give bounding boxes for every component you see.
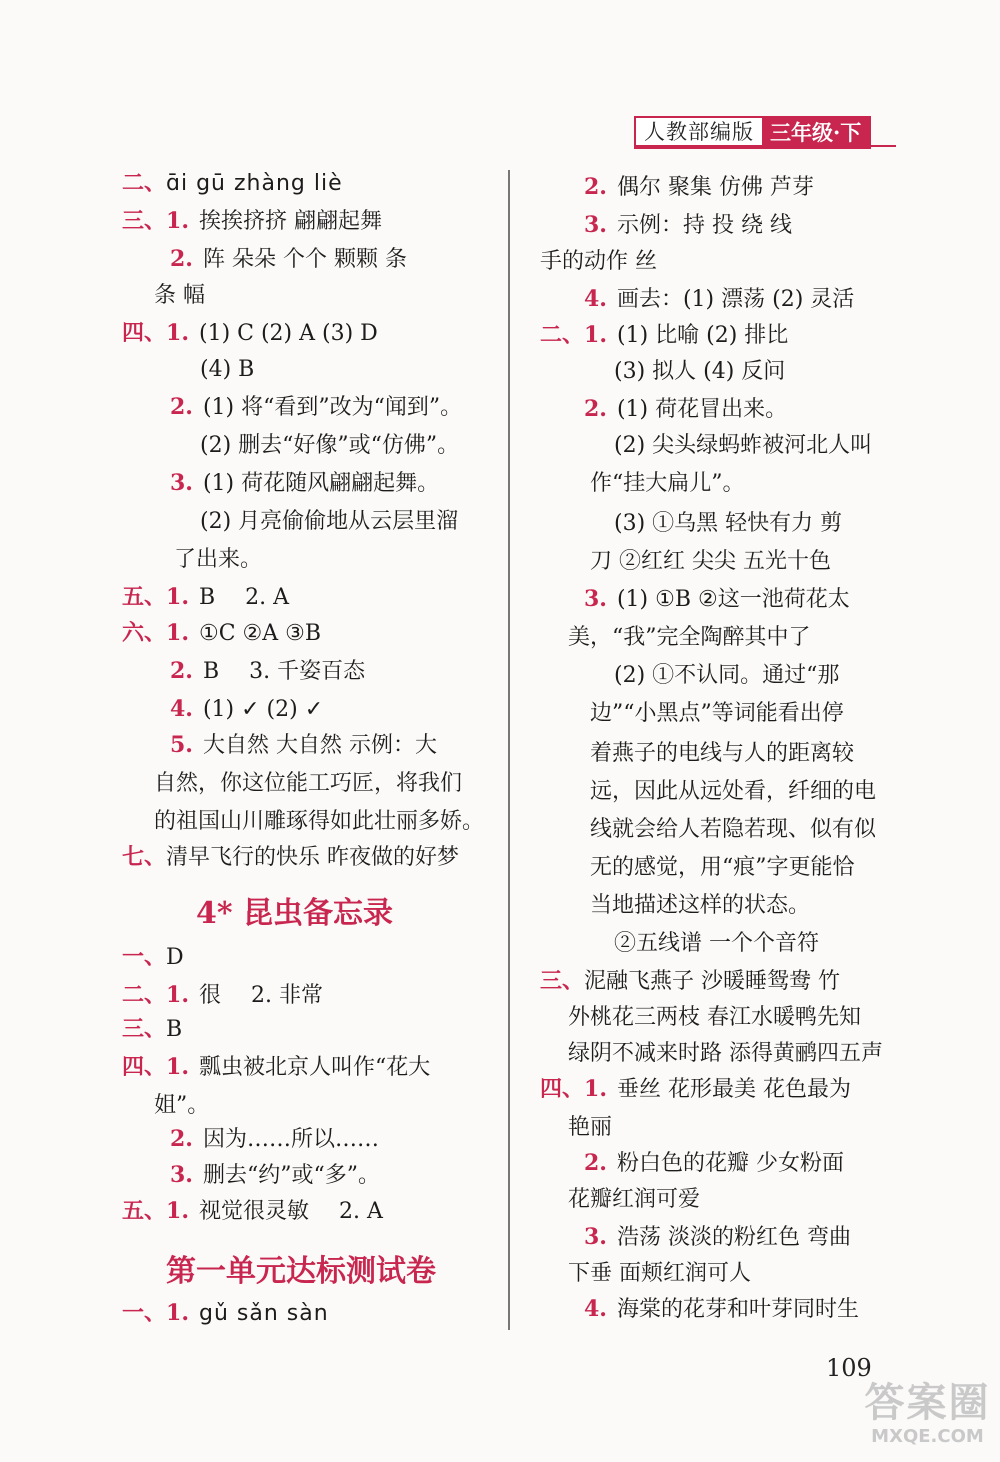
answer-text: D bbox=[166, 945, 184, 970]
answer-text: 删去“约”或“多”。 bbox=[202, 1163, 380, 1188]
section-marker: 三、 bbox=[122, 208, 167, 234]
section-marker: 六、 bbox=[122, 620, 167, 646]
item-number: 3. bbox=[584, 586, 607, 612]
answer-line bbox=[122, 582, 289, 613]
answer-line bbox=[568, 1184, 700, 1215]
answer-line bbox=[590, 890, 810, 921]
answer-text: (2) 删去“好像”或“仿佛”。 bbox=[200, 433, 460, 458]
answer-line bbox=[540, 246, 657, 277]
answer-line bbox=[122, 842, 459, 873]
item-number: 3. bbox=[584, 1224, 607, 1250]
section-marker: 二、 bbox=[540, 322, 585, 348]
item-number: 1. bbox=[166, 1300, 189, 1326]
answer-line bbox=[584, 210, 792, 241]
answer-text: 当地描述这样的状态。 bbox=[590, 893, 811, 918]
answer-text: 2. 非常 bbox=[251, 983, 323, 1008]
answer-line bbox=[584, 1148, 844, 1179]
answer-line bbox=[614, 660, 839, 691]
answer-line bbox=[170, 392, 462, 423]
answer-text: (1) 比喻 (2) 排比 bbox=[616, 323, 789, 348]
lesson-heading: 4* 昆虫备忘录 bbox=[196, 896, 394, 931]
answer-line bbox=[614, 508, 842, 539]
answer-text: ①C ②A ③B bbox=[198, 621, 322, 646]
answer-line bbox=[590, 776, 876, 807]
answer-text: 2. A bbox=[339, 1199, 383, 1224]
section-marker: 五、 bbox=[122, 584, 167, 610]
item-number: 2. bbox=[584, 174, 607, 200]
answer-line bbox=[584, 584, 850, 615]
answer-text: 姐”。 bbox=[154, 1093, 210, 1118]
answer-line bbox=[568, 622, 811, 653]
answer-line bbox=[154, 1090, 209, 1121]
answer-line bbox=[122, 980, 323, 1011]
section-marker: 二、 bbox=[122, 982, 167, 1008]
answer-text: 粉白色的花瓣 少女粉面 bbox=[616, 1151, 844, 1176]
answer-line bbox=[584, 394, 787, 425]
unit-test-heading: 第一单元达标测试卷 bbox=[166, 1254, 436, 1289]
section-marker: 一、 bbox=[122, 1300, 167, 1326]
section-marker: 五、 bbox=[122, 1198, 167, 1224]
header-rule bbox=[634, 145, 896, 147]
item-number: 1. bbox=[166, 982, 189, 1008]
answer-line bbox=[122, 1052, 430, 1083]
answer-line bbox=[122, 618, 321, 649]
answer-text-a: 视觉很灵敏 bbox=[198, 1199, 309, 1224]
item-number: 1. bbox=[166, 1198, 189, 1224]
answer-text-a: B bbox=[198, 585, 216, 610]
item-number: 3. bbox=[170, 470, 193, 496]
answer-text: 浩荡 淡淡的粉红色 弯曲 bbox=[616, 1225, 851, 1250]
answer-text: (1) 荷花冒出来。 bbox=[616, 397, 788, 422]
answer-text-a: B bbox=[202, 659, 220, 684]
answer-line bbox=[170, 468, 439, 499]
answer-line bbox=[170, 656, 365, 687]
item-number: 5. bbox=[170, 732, 193, 758]
answer-line bbox=[590, 852, 855, 883]
answer-line bbox=[200, 354, 254, 385]
section-marker: 一、 bbox=[122, 944, 167, 970]
answer-text: 挨挨挤挤 翩翩起舞 bbox=[198, 209, 382, 234]
section-marker: 四、 bbox=[122, 1054, 167, 1080]
answer-line bbox=[540, 966, 840, 997]
item-number: 2. bbox=[170, 246, 193, 272]
answer-line bbox=[200, 430, 459, 461]
answer-text: (1) ✓ (2) ✓ bbox=[202, 697, 324, 722]
answer-text: 画去：(1) 漂荡 (2) 灵活 bbox=[616, 287, 855, 312]
answer-text: 无的感觉，用“痕”字更能恰 bbox=[590, 855, 855, 880]
answer-line bbox=[170, 1160, 380, 1191]
section-marker: 四、 bbox=[540, 1076, 585, 1102]
answer-text: 因为……所以…… bbox=[202, 1127, 379, 1152]
answer-text: 手的动作 丝 bbox=[540, 249, 657, 274]
answer-text: (1) ①B ②这一池荷花太 bbox=[616, 587, 850, 612]
answer-text: 外桃花三两枝 春江水暖鸭先知 bbox=[568, 1005, 861, 1030]
answer-text: 海棠的花芽和叶芽同时生 bbox=[616, 1297, 859, 1322]
answer-text: 着燕子的电线与人的距离较 bbox=[590, 741, 855, 766]
answer-line bbox=[170, 730, 437, 761]
item-number: 2. bbox=[170, 658, 193, 684]
item-number: 1. bbox=[166, 320, 189, 346]
answer-line bbox=[122, 942, 184, 973]
answer-line bbox=[122, 1014, 182, 1045]
page-number: 109 bbox=[826, 1354, 872, 1382]
answer-text: (2) ①不认同。通过“那 bbox=[614, 663, 840, 688]
watermark-title: 答案圈 bbox=[864, 1380, 991, 1426]
answer-line bbox=[170, 1124, 379, 1155]
answer-line bbox=[122, 1196, 383, 1227]
answer-text: 美，“我”完全陶醉其中了 bbox=[568, 625, 811, 650]
answer-line bbox=[614, 356, 785, 387]
answer-line bbox=[540, 320, 788, 351]
answer-text: 的祖国山川雕琢得如此壮丽多娇。 bbox=[154, 809, 485, 834]
section-marker: 三、 bbox=[540, 968, 585, 994]
answer-line bbox=[154, 806, 484, 837]
answer-text: 瓢虫被北京人叫作“花大 bbox=[198, 1055, 431, 1080]
edition-label: 人教部编版 bbox=[636, 118, 762, 147]
section-marker: 七、 bbox=[122, 844, 167, 870]
answer-line bbox=[614, 430, 872, 461]
section-marker: 四、 bbox=[122, 320, 167, 346]
watermark-logo bbox=[860, 1380, 995, 1455]
section-marker: 二、 bbox=[122, 170, 167, 196]
answer-text: (2) 月亮偷偷地从云层里溜 bbox=[200, 509, 459, 534]
answer-line bbox=[170, 694, 323, 725]
watermark-site: MXQE.COM bbox=[871, 1426, 984, 1447]
answer-line bbox=[568, 1112, 612, 1143]
answer-text: B bbox=[166, 1017, 183, 1042]
item-number: 1. bbox=[166, 208, 189, 234]
item-number: 2. bbox=[584, 1150, 607, 1176]
answer-text: 泥融飞燕子 沙暖睡鸳鸯 竹 bbox=[584, 969, 841, 994]
item-number: 1. bbox=[584, 1076, 607, 1102]
item-number: 1. bbox=[166, 620, 189, 646]
answer-text: (1) 将“看到”改为“闻到”。 bbox=[202, 395, 463, 420]
answer-text: 花瓣红润可爱 bbox=[568, 1187, 701, 1212]
item-number: 3. bbox=[170, 1162, 193, 1188]
item-number: 2. bbox=[170, 1126, 193, 1152]
answer-text: (1) 荷花随风翩翩起舞。 bbox=[202, 471, 440, 496]
answer-line bbox=[200, 506, 458, 537]
answer-text: 阵 朵朵 个个 颗颗 条 bbox=[202, 247, 407, 272]
answer-text: 3. 千姿百态 bbox=[249, 659, 366, 684]
answer-text: 清早飞行的快乐 昨夜做的好梦 bbox=[166, 845, 460, 870]
answer-text: 艳丽 bbox=[568, 1115, 613, 1140]
answer-text-a: 很 bbox=[198, 983, 221, 1008]
answer-line bbox=[540, 1074, 851, 1105]
answer-text: 条 幅 bbox=[154, 283, 205, 308]
answer-text: ②五线谱 一个个音符 bbox=[614, 931, 819, 956]
answer-line bbox=[590, 698, 844, 729]
answer-line bbox=[154, 280, 205, 311]
answer-line bbox=[584, 284, 854, 315]
answer-line bbox=[568, 1002, 861, 1033]
answer-text: 垂丝 花形最美 花色最为 bbox=[616, 1077, 851, 1102]
answer-text: 自然，你这位能工巧匠，将我们 bbox=[154, 771, 463, 796]
answer-line bbox=[584, 1222, 851, 1253]
answer-text: 边”“小黑点”等词能看出停 bbox=[590, 701, 844, 726]
answer-line bbox=[584, 172, 814, 203]
item-number: 2. bbox=[584, 396, 607, 422]
answer-line bbox=[154, 768, 462, 799]
answer-text: 刀 ②红红 尖尖 五光十色 bbox=[590, 549, 831, 574]
answer-line bbox=[568, 1258, 751, 1289]
answer-line bbox=[122, 168, 343, 199]
column-divider bbox=[508, 170, 510, 1330]
item-number: 2. bbox=[170, 394, 193, 420]
answer-text: gǔ sǎn sàn bbox=[198, 1301, 329, 1326]
answer-line bbox=[122, 318, 378, 349]
answer-line bbox=[122, 206, 382, 237]
answer-text: 线就会给人若隐若现、似有似 bbox=[590, 817, 877, 842]
grade-label: 三年级·下 bbox=[762, 118, 869, 147]
answer-line bbox=[170, 244, 407, 275]
answer-text: 示例：持 投 绕 线 bbox=[616, 213, 792, 238]
item-number: 3. bbox=[584, 212, 607, 238]
answer-line bbox=[590, 546, 831, 577]
item-number: 1. bbox=[166, 584, 189, 610]
answer-text: (4) B bbox=[200, 357, 255, 382]
item-number: 4. bbox=[584, 1296, 607, 1322]
answer-line bbox=[590, 468, 745, 499]
answer-line bbox=[590, 738, 854, 769]
answer-text: 大自然 大自然 示例：大 bbox=[202, 733, 437, 758]
section-marker: 三、 bbox=[122, 1016, 167, 1042]
answer-text: ɑ̄i gū zhàng liè bbox=[166, 171, 343, 196]
item-number: 4. bbox=[170, 696, 193, 722]
answer-text: 远，因此从远处看，纤细的电 bbox=[590, 779, 877, 804]
answer-text: (3) 拟人 (4) 反问 bbox=[614, 359, 786, 384]
answer-text: (2) 尖头绿蚂蚱被河北人叫 bbox=[614, 433, 873, 458]
item-number: 4. bbox=[584, 286, 607, 312]
answer-text: 偶尔 聚集 仿佛 芦芽 bbox=[616, 175, 814, 200]
answer-text: (1) C (2) A (3) D bbox=[198, 321, 378, 346]
answer-line bbox=[174, 544, 262, 575]
answer-line bbox=[584, 1294, 859, 1325]
answer-line bbox=[122, 1298, 329, 1329]
answer-text: 了出来。 bbox=[174, 547, 263, 572]
answer-line bbox=[590, 814, 876, 845]
answer-text: (3) ①乌黑 轻快有力 剪 bbox=[614, 511, 843, 536]
item-number: 1. bbox=[166, 1054, 189, 1080]
answer-text: 下垂 面颊红润可人 bbox=[568, 1261, 751, 1286]
answer-line bbox=[614, 928, 819, 959]
answer-line bbox=[568, 1038, 883, 1069]
answer-text: 2. A bbox=[245, 585, 290, 610]
answer-text: 作“挂大扁儿”。 bbox=[590, 471, 745, 496]
answer-text: 绿阴不减来时路 添得黄鹂四五声 bbox=[568, 1041, 883, 1066]
item-number: 1. bbox=[584, 322, 607, 348]
